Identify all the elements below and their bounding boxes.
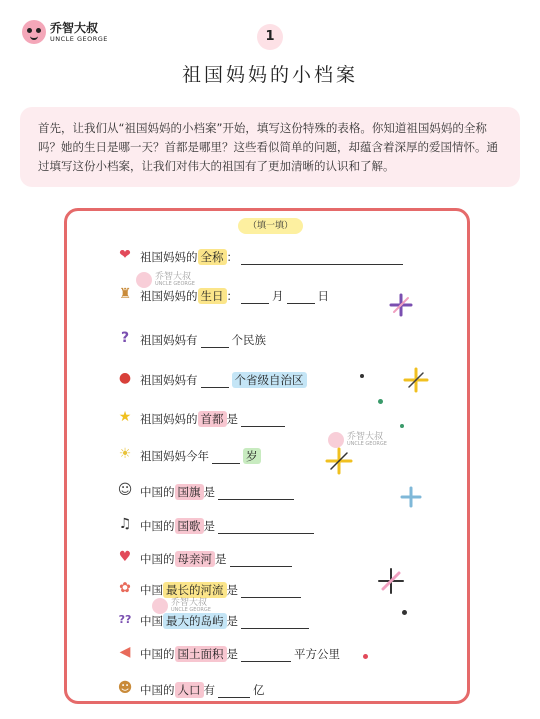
row-highlight: 国土面积 (175, 646, 227, 662)
answer-blank[interactable] (230, 552, 292, 567)
row-highlight: 国歌 (175, 518, 204, 534)
row-unit: 个省级自治区 (232, 372, 307, 388)
row-unit: 个民族 (231, 333, 266, 347)
row-longest-river (114, 576, 304, 598)
pinwheel-icon (376, 566, 406, 596)
row-highlight: 最长的河流 (163, 582, 227, 598)
hearts-icon: ♥ (118, 549, 132, 565)
row-unit: 岁 (243, 448, 261, 464)
answer-blank-day[interactable] (287, 289, 315, 304)
answer-blank[interactable] (241, 412, 285, 427)
row-unit: 亿 (253, 683, 265, 697)
question-marks-icon: ?? (118, 612, 132, 626)
row-capital (114, 405, 288, 427)
row-unit: 平方公里 (294, 647, 340, 661)
row-population (114, 676, 265, 698)
person-face-icon: ☻ (117, 680, 133, 696)
row-highlight: 最大的岛屿 (163, 613, 227, 629)
page-title: 祖国妈妈的小档案 (181, 64, 358, 86)
brand-name-en: UNCLE GEORGE (50, 34, 108, 43)
decor-dot (378, 399, 383, 404)
intro-paragraph: 首先，让我们从“祖国妈妈的小档案”开始，填写这份特殊的表格。你知道祖国妈妈的全称吗？她的生日是哪一天？首都是哪里？这些看似简单的问题，却蕴含着深厚的爱国情怀。通过填写这份小档案，让我们对伟大的祖国有了更加清晰的认识和了解。 (20, 107, 520, 187)
row-suffix: 是 (226, 614, 238, 628)
row-mother-river (114, 545, 295, 567)
panda-face-icon (136, 272, 152, 288)
decor-dot (360, 374, 364, 378)
row-unit: 日 (317, 289, 329, 303)
row-suffix: 是 (203, 519, 215, 533)
decor-dot (402, 610, 407, 615)
decor-dot (363, 654, 368, 659)
row-highlight: 人口 (175, 682, 204, 698)
row-suffix: 是 (226, 647, 238, 661)
row-anthem (114, 512, 317, 534)
row-age (114, 442, 261, 464)
row-prefix: 中国的 (140, 552, 175, 566)
row-full-name (114, 243, 406, 265)
decor-dot (400, 424, 404, 428)
answer-blank[interactable] (218, 485, 294, 500)
pinwheel-icon (388, 292, 414, 318)
row-prefix: 祖国妈妈有 (140, 333, 198, 347)
brand-logo (22, 20, 108, 44)
pinwheel-icon (324, 446, 354, 476)
megaphone-icon: ◀ (119, 644, 131, 660)
answer-blank[interactable] (241, 647, 291, 662)
row-highlight: 首都 (198, 411, 227, 427)
answer-blank[interactable] (218, 683, 250, 698)
heart-icon: ❤ (119, 247, 131, 263)
row-prefix: 祖国妈妈的 (140, 289, 198, 303)
answer-blank[interactable] (212, 449, 240, 464)
row-prefix: 祖国妈妈今年 (140, 449, 209, 463)
fill-in-badge: （填一填） (238, 218, 303, 234)
row-prefix: 中国 (140, 614, 163, 628)
row-provinces (114, 366, 307, 388)
answer-blank[interactable] (241, 614, 309, 629)
answer-blank[interactable] (201, 373, 229, 388)
star-icon: ★ (118, 409, 132, 425)
row-suffix: 是 (226, 583, 238, 597)
row-prefix: 中国的 (140, 485, 175, 499)
watermark-logo: 乔智大叔 UNCLE GEORGE (152, 598, 211, 614)
row-prefix: 祖国妈妈的 (140, 250, 198, 264)
answer-blank[interactable] (201, 333, 229, 348)
answer-blank[interactable] (218, 519, 314, 534)
row-prefix: 中国的 (140, 519, 175, 533)
row-prefix: 祖国妈妈有 (140, 373, 198, 387)
lightbulb-icon: ☀ (118, 446, 132, 462)
row-highlight: 全称 (198, 249, 227, 265)
face-icon: ☺ (117, 482, 133, 498)
row-highlight: 母亲河 (175, 551, 216, 567)
row-prefix: 中国 (140, 583, 163, 597)
row-highlight: 生日 (198, 288, 227, 304)
birthday-cake-icon: ♜ (118, 286, 132, 302)
row-suffix: ： (226, 289, 238, 303)
row-prefix: 中国的 (140, 647, 175, 661)
panda-face-icon (152, 598, 168, 614)
music-note-icon: ♫ (118, 516, 132, 532)
row-prefix: 祖国妈妈的 (140, 412, 198, 426)
pinwheel-icon (400, 486, 422, 508)
answer-blank[interactable] (241, 250, 403, 265)
row-prefix: 中国的 (140, 683, 175, 697)
page-number: 1 (257, 24, 283, 50)
row-suffix: 是 (215, 552, 227, 566)
row-ethnic-groups (114, 326, 266, 348)
answer-blank-month[interactable] (241, 289, 269, 304)
pushpin-icon: ● (118, 370, 132, 386)
brand-name-cn: 乔智大叔 (50, 20, 99, 35)
panda-face-icon (22, 20, 46, 44)
question-mark-icon: ? (120, 330, 130, 346)
row-suffix: 有 (203, 683, 215, 697)
row-largest-island (114, 607, 312, 629)
flowers-icon: ✿ (119, 580, 131, 596)
row-flag (114, 478, 297, 500)
answer-blank[interactable] (241, 583, 301, 598)
watermark-logo: 乔智大叔 UNCLE GEORGE (328, 432, 387, 448)
row-suffix: ： (226, 250, 238, 264)
row-unit-month: 月 (272, 289, 284, 303)
watermark-logo: 乔智大叔 UNCLE GEORGE (136, 272, 195, 288)
pinwheel-icon (402, 366, 430, 394)
row-highlight: 国旗 (175, 484, 204, 500)
row-suffix: 是 (226, 412, 238, 426)
row-land-area (114, 640, 340, 662)
row-suffix: 是 (203, 485, 215, 499)
